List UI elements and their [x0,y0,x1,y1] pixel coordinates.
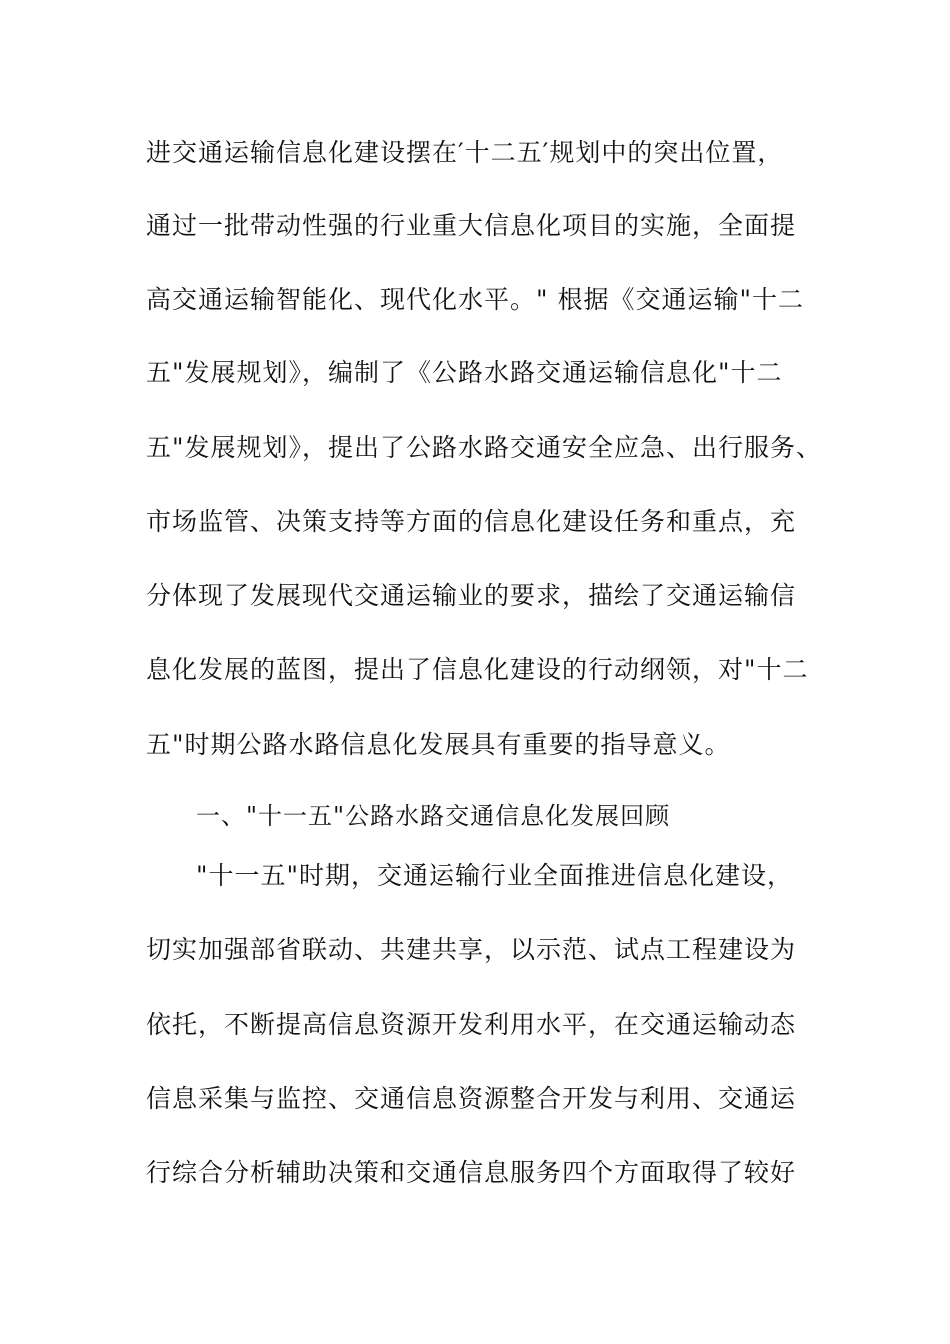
text-line: 行综合分析辅助决策和交通信息服务四个方面取得了较好 [146,1158,797,1187]
text-line: 信息采集与监控、交通信息资源整合开发与利用、交通运 [146,1084,797,1113]
section-heading: 一、"十一五"公路水路交通信息化发展回顾 [196,802,671,830]
text-line: 分体现了发展现代交通运输业的要求，描绘了交通运输信 [146,581,797,610]
text-line: 进交通运输信息化建设摆在′十二五′规划中的突出位置， [146,138,784,167]
text-line: 息化发展的蓝图，提出了信息化建设的行动纲领，对"十二 [146,655,809,684]
text-line: 五"时期公路水路信息化发展具有重要的指导意义。 [146,730,731,759]
text-line: "十一五"时期，交通运输行业全面推进信息化建设， [196,861,794,890]
text-line: 依托，不断提高信息资源开发利用水平，在交通运输动态 [146,1010,797,1039]
text-line: 市场监管、决策支持等方面的信息化建设任务和重点，充 [146,507,797,536]
text-line: 高交通运输智能化、现代化水平。" 根据《交通运输"十二 [146,285,804,314]
text-line: 五"发展规划》，提出了公路水路交通安全应急、出行服务、 [146,433,823,462]
text-line: 通过一批带动性强的行业重大信息化项目的实施，全面提 [146,211,797,240]
text-line: 五"发展规划》，编制了《公路水路交通运输信息化"十二 [146,358,783,387]
text-line: 切实加强部省联动、共建共享，以示范、试点工程建设为 [146,935,797,964]
